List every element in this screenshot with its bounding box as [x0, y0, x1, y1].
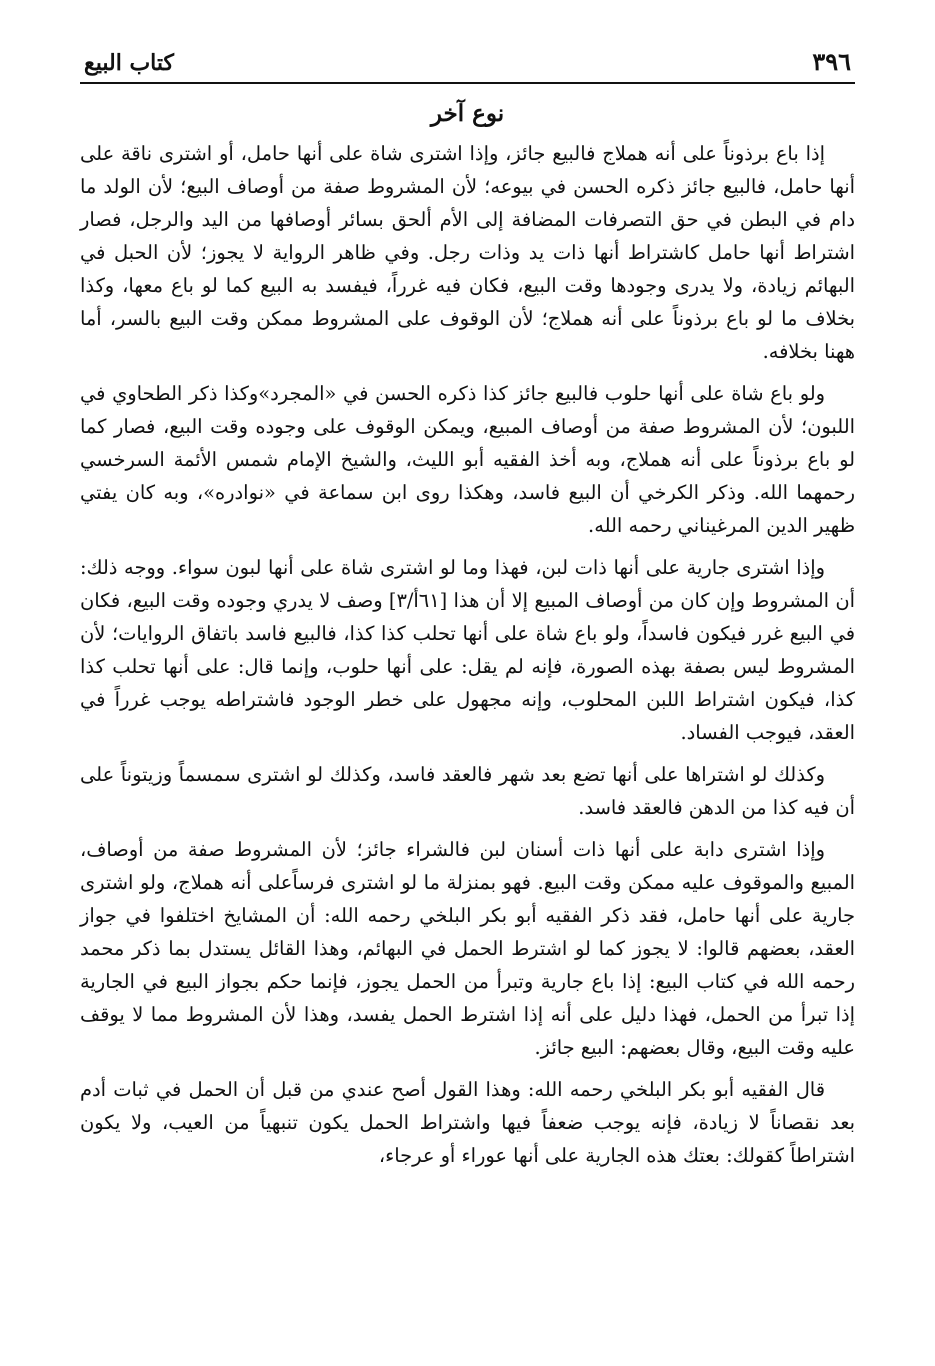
book-page: [80, 40, 855, 1181]
paragraph: قال الفقيه أبو بكر البلخي رحمه الله: وهذا القول أصح عندي من قبل أن الحمل في ثبات أدم بعد نقصاناً لا زيادة، فإنه يوجب ضعفاً فيها واشتراط الحمل يكون تنبهياً من العيب، ولا يكون اشتراطاً كقولك: بعتك هذه الجارية على أنها عوراء أو عرجاء،: [80, 1078, 855, 1167]
paragraph: وإذا اشترى جارية على أنها ذات لبن، فهذا وما لو اشترى شاة على أنها لبون سواء. ووجه ذلك: أن المشروط وإن كان من أوصاف المبيع إلا أن هذا [٦١أ/٣] وصف لا يدري وجوده وقت البيع، فكان في البيع غرر فيكون فاسداً، ولو باع شاة على أنها تحلب كذا كذا، فالبيع فاسد باتفاق الروايات؛ لأن المشروط ليس بصفة بهذه الصورة، فإنه لم يقل: على أنها حلوب، وإنما قال: على أنها تحلب كذا كذا، فيكون اشتراط اللبن المحلوب، وإنه مجهول على خطر الوجود فاشتراطه يوجب غرراً في العقد، فيوجب الفساد.: [80, 556, 856, 744]
section-title: نوع آخر: [430, 100, 505, 127]
paragraph: ولو باع شاة على أنها حلوب فالبيع جائز كذا ذكره الحسن في «المجرد»وكذا ذكر الطحاوي في اللبون؛ لأن المشروط صفة من أوصاف المبيع، ويمكن الوقوف على وجوده وقت البيع، فصار كما لو باع برذوناً على أنه هملاج، وبه أخذ الفقيه أبو الليث، والشيخ الإمام شمس الأئمة السرخسي رحمهما الله. وذكر الكرخي أن البيع فاسد، وهكذا روى ابن سماعة في «نوادره»، وبه كان يفتي ظهير الدين المرغيناني رحمه الله.: [80, 382, 855, 537]
paragraph: وإذا اشترى دابة على أنها ذات أسنان لبن فالشراء جائز؛ لأن المشروط صفة من أوصاف، المبيع والموقوف عليه ممكن وقت البيع. فهو بمنزلة ما لو اشترى فرساًعلى أنه هملاج، ولو اشترى جارية على أنها حامل، فقد ذكر الفقيه أبو بكر البلخي رحمه الله: أن المشايخ اختلفوا في جواز العقد، بعضهم قالوا: لا يجوز كما لو اشترط الحمل في البهائم، وهذا القائل يستدل بما ذكر محمد رحمه الله في كتاب البيع: إذا باع جارية وتبرأ من الحمل يجوز، فإنما حكم بجواز البيع في الجارية إذا تبرأ من الحمل، فهذا دليل على أنه إذا اشترط الحمل يفسد، وهذا لأن المشروط مما لا يوقف عليه وقت البيع، وقال بعضهم: البيع جائز.: [80, 838, 855, 1059]
page-body: [80, 137, 855, 1172]
running-title: كتاب البيع: [84, 50, 174, 76]
paragraph: إذا باع برذوناً على أنه هملاج فالبيع جائز، وإذا اشترى شاة على أنها حامل، أو اشترى ناقة على أنها حامل، فالبيع جائز ذكره الحسن في بيوعه؛ لأن المشروط صفة من أوصاف البيع؛ لأن الولد ما دام في البطن في حق التصرفات المضافة إلى الأم ألحق بسائر أوصافها من اليد والرجل، فصار اشتراط أنها حامل كاشتراط أنها ذات يد وذات رجل. وفي ظاهر الرواية لا يجوز؛ لأن الحبل في البهائم زيادة، ولا يدرى وجودها وقت البيع، فكان فيه غرراً، فيفسد به البيع كما لو باع معها، وكذا بخلاف ما لو باع برذوناً على أنه هملاج؛ لأن الوقوف على المشروط ممكن وقت البيع بالسر، أما ههنا بخلافه.: [80, 142, 855, 363]
page-number: ٣٩٦: [812, 47, 851, 76]
page-header: [80, 40, 855, 84]
paragraph: وكذلك لو اشتراها على أنها تضع بعد شهر فالعقد فاسد، وكذلك لو اشترى سمسماً وزيتوناً على أن فيه كذا من الدهن فالعقد فاسد.: [80, 763, 855, 819]
